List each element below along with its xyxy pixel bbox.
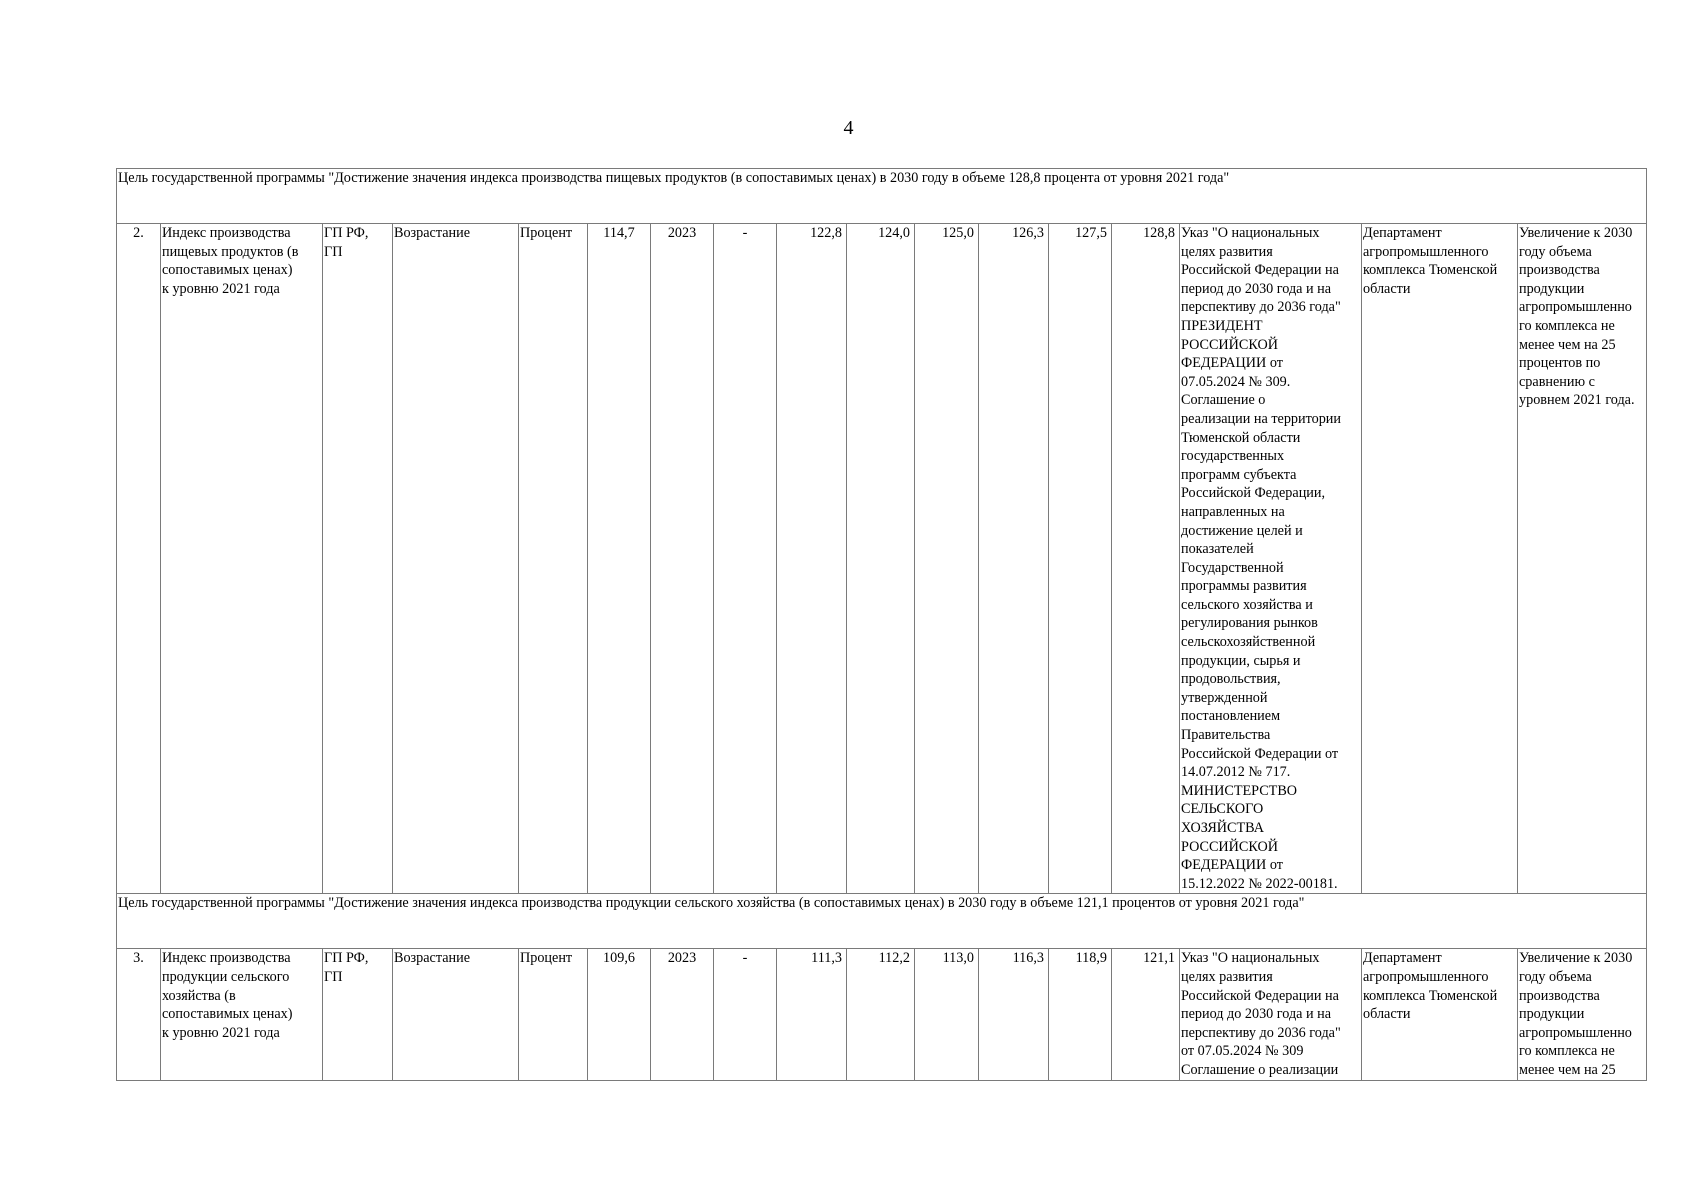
value-2026: 124,0 [847,224,915,894]
value-2030: 128,8 [1112,224,1180,894]
row-number: 3. [117,949,161,1080]
value-2027: 125,0 [915,224,979,894]
basis-document: Указ "О национальных целях развития Российской Федерации на период до 2030 года и на перспективу до 2036 года" от 07.05.2024 № 309 Соглашение о реализации [1180,949,1362,1080]
goal-text: Цель государственной программы "Достижение значения индекса производства продукции сельского хозяйства (в сопоставимых ценах) в 2030 году в объеме 121,1 процентов от уровня 2021 года" [117,894,1647,949]
value-2029: 127,5 [1049,224,1112,894]
value-2028: 116,3 [979,949,1049,1080]
indicator-trend: Возрастание [393,224,519,894]
goal-row [117,169,1647,224]
row-number: 2. [117,224,161,894]
value-2024: - [714,949,777,1080]
indicator-level: ГП РФ, ГП [323,224,393,894]
basis-document: Указ "О национальных целях развития Российской Федерации на период до 2030 года и на перспективу до 2036 года" ПРЕЗИДЕНТ РОССИЙСКОЙ ФЕДЕРАЦИИ от 07.05.2024 № 309. Соглашение о реализации на территории Тюменской области государственных программ субъекта Российской Федерации, направленных на достижение целей и показателей Государственной программы развития сельского хозяйства и регулирования рынков сельскохозяйственной продукции, сырья и продовольствия, утвержденной постановлением Правительства Российской Федерации от 14.07.2012 № 717. МИНИСТЕРСТВО СЕЛЬСКОГО ХОЗЯЙСТВА РОССИЙСКОЙ ФЕДЕРАЦИИ от 15.12.2022 № 2022-00181. [1180,224,1362,894]
value-2026: 112,2 [847,949,915,1080]
indicator-name: Индекс производства пищевых продуктов (в сопоставимых ценах) к уровню 2021 года [161,224,323,894]
unit: Процент [519,949,588,1080]
value-2024: - [714,224,777,894]
table-row [117,949,1647,1080]
value-2029: 118,9 [1049,949,1112,1080]
unit: Процент [519,224,588,894]
page-number: 4 [843,117,854,139]
base-value: 114,7 [588,224,651,894]
indicator-name: Индекс производства продукции сельского хозяйства (в сопоставимых ценах) к уровню 2021 года [161,949,323,1080]
indicator-level: ГП РФ, ГП [323,949,393,1080]
expected-result: Увеличение к 2030 году объема производства продукции агропромышленно го комплекса не менее чем на 25 процентов по сравнению с уровнем 2021 года. [1518,224,1647,894]
base-year: 2023 [651,224,714,894]
value-2025: 122,8 [777,224,847,894]
value-2027: 113,0 [915,949,979,1080]
value-2030: 121,1 [1112,949,1180,1080]
table-row [117,224,1647,894]
value-2025: 111,3 [777,949,847,1080]
indicator-trend: Возрастание [393,949,519,1080]
responsible-department: Департамент агропромышленного комплекса Тюменской области [1362,949,1518,1080]
goal-text: Цель государственной программы "Достижение значения индекса производства пищевых продуктов (в сопоставимых ценах) в 2030 году в объеме 128,8 процента от уровня 2021 года" [117,169,1647,224]
indicators-table [116,168,1647,1081]
expected-result: Увеличение к 2030 году объема производства продукции агропромышленно го комплекса не менее чем на 25 [1518,949,1647,1080]
responsible-department: Департамент агропромышленного комплекса Тюменской области [1362,224,1518,894]
goal-row [117,894,1647,949]
value-2028: 126,3 [979,224,1049,894]
base-year: 2023 [651,949,714,1080]
base-value: 109,6 [588,949,651,1080]
